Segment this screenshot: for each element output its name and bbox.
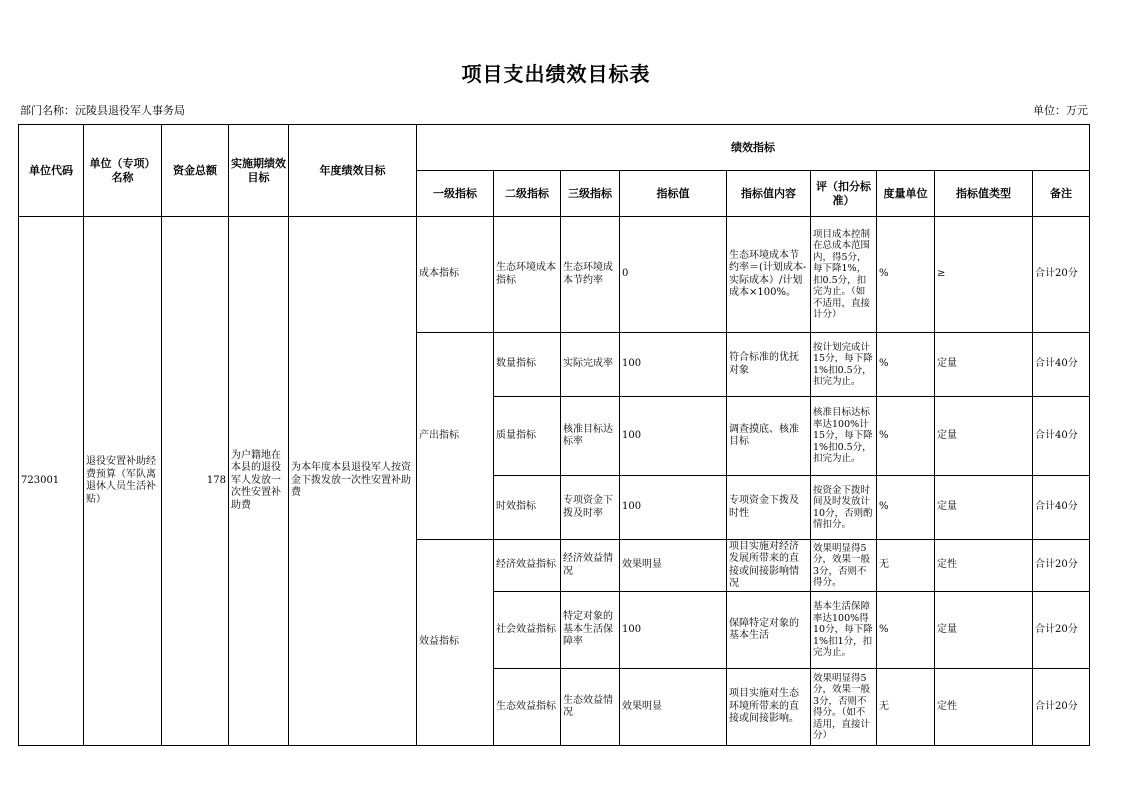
header-row-1 — [19, 125, 1090, 171]
department-name: 部门名称：沅陵县退役军人事务局 — [20, 104, 185, 117]
total-funds-cell: 178 — [162, 217, 229, 746]
level1-cell: 产出指标 — [417, 333, 494, 540]
value-cell: 效果明显 — [620, 540, 727, 592]
value-content-cell: 符合标准的优抚对象 — [727, 333, 811, 397]
unit-cell: % — [877, 397, 935, 476]
header-value: 指标值 — [620, 171, 727, 217]
level2-cell: 生态效益指标 — [494, 669, 561, 746]
value-cell: 100 — [620, 476, 727, 540]
value-content-cell: 项目实施对生态环境所带来的直接或间接影响。 — [727, 669, 811, 746]
note-cell: 合计20分 — [1033, 669, 1090, 746]
value-type-cell: 定性 — [935, 540, 1033, 592]
header-unit-code: 单位代码 — [19, 125, 84, 217]
unit-name-cell: 退役安置补助经费预算（军队离退休人员生活补贴） — [84, 217, 162, 746]
scoring-cell: 按资金下拨时间及时发放计10分，否则酌情扣分。 — [811, 476, 877, 540]
unit-cell: % — [877, 476, 935, 540]
scoring-cell: 效果明显得5分，效果一般3分，否则不得分。（如不适用，直接计分） — [811, 669, 877, 746]
header-note: 备注 — [1033, 171, 1090, 217]
header-impl-target: 实施期绩效目标 — [229, 125, 289, 217]
header-level2: 二级指标 — [494, 171, 561, 217]
header-perf-indicators: 绩效指标 — [417, 125, 1090, 171]
table-row — [19, 217, 1090, 333]
unit-code-cell: 723001 — [19, 217, 84, 746]
header-total-funds: 资金总额 — [162, 125, 229, 217]
value-content-cell: 保障特定对象的基本生活 — [727, 592, 811, 669]
unit-cell: % — [877, 217, 935, 333]
header-scoring: 评（扣分标准） — [811, 171, 877, 217]
scoring-cell: 效果明显得5分，效果一般3分，否则不得分。 — [811, 540, 877, 592]
value-type-cell: 定量 — [935, 592, 1033, 669]
value-content-cell: 调查摸底、核准目标 — [727, 397, 811, 476]
header-annual-target: 年度绩效目标 — [289, 125, 417, 217]
value-content-cell: 项目实施对经济发展所带来的直接或间接影响情况 — [727, 540, 811, 592]
value-cell: 100 — [620, 397, 727, 476]
value-type-cell: ≥ — [935, 217, 1033, 333]
unit-label: 单位：万元 — [1033, 104, 1088, 117]
value-cell: 效果明显 — [620, 669, 727, 746]
performance-target-table — [18, 124, 1090, 746]
value-type-cell: 定性 — [935, 669, 1033, 746]
level3-cell: 经济效益情况 — [561, 540, 620, 592]
value-cell: 100 — [620, 592, 727, 669]
header-value-type: 指标值类型 — [935, 171, 1033, 217]
scoring-cell: 核准目标达标率达100%计15分，每下降1%扣0.5分，扣完为止。 — [811, 397, 877, 476]
value-content-cell: 生态环境成本节约率＝(计划成本-实际成本）/计划成本×100%。 — [727, 217, 811, 333]
unit-cell: 无 — [877, 540, 935, 592]
level2-cell: 生态环境成本指标 — [494, 217, 561, 333]
note-cell: 合计40分 — [1033, 476, 1090, 540]
note-cell: 合计40分 — [1033, 333, 1090, 397]
header-value-content: 指标值内容 — [727, 171, 811, 217]
unit-cell: % — [877, 592, 935, 669]
unit-cell: 无 — [877, 669, 935, 746]
level3-cell: 专项资金下拨及时率 — [561, 476, 620, 540]
note-cell: 合计40分 — [1033, 397, 1090, 476]
value-cell: 0 — [620, 217, 727, 333]
note-cell: 合计20分 — [1033, 592, 1090, 669]
scoring-cell: 按计划完成计15分，每下降1%扣0.5分，扣完为止。 — [811, 333, 877, 397]
page-title: 项目支出绩效目标表 — [461, 62, 651, 86]
unit-cell: % — [877, 333, 935, 397]
value-type-cell: 定量 — [935, 333, 1033, 397]
level1-cell: 成本指标 — [417, 217, 494, 333]
header-unit-name: 单位（专项）名称 — [84, 125, 162, 217]
level2-cell: 质量指标 — [494, 397, 561, 476]
level3-cell: 核准目标达标率 — [561, 397, 620, 476]
header-unit: 度量单位 — [877, 171, 935, 217]
header-level3: 三级指标 — [561, 171, 620, 217]
annual-target-cell: 为本年度本县退役军人按资金下拨发放一次性安置补助费 — [289, 217, 417, 746]
level2-cell: 社会效益指标 — [494, 592, 561, 669]
level3-cell: 特定对象的基本生活保障率 — [561, 592, 620, 669]
value-type-cell: 定量 — [935, 397, 1033, 476]
level2-cell: 时效指标 — [494, 476, 561, 540]
note-cell: 合计20分 — [1033, 540, 1090, 592]
note-cell: 合计20分 — [1033, 217, 1090, 333]
scoring-cell: 项目成本控制在总成本范围内，得5分，每下降1%，扣0.5分，扣完为止。（如不适用，直接计分） — [811, 217, 877, 333]
value-cell: 100 — [620, 333, 727, 397]
value-type-cell: 定量 — [935, 476, 1033, 540]
level3-cell: 生态效益情况 — [561, 669, 620, 746]
level2-cell: 经济效益指标 — [494, 540, 561, 592]
impl-target-cell: 为户籍地在本县的退役军人发放一次性安置补助费 — [229, 217, 289, 746]
level3-cell: 生态环境成本节约率 — [561, 217, 620, 333]
level1-cell: 效益指标 — [417, 540, 494, 746]
level3-cell: 实际完成率 — [561, 333, 620, 397]
level2-cell: 数量指标 — [494, 333, 561, 397]
scoring-cell: 基本生活保障率达100%得10分，每下降1%扣1分，扣完为止。 — [811, 592, 877, 669]
value-content-cell: 专项资金下拨及时性 — [727, 476, 811, 540]
header-level1: 一级指标 — [417, 171, 494, 217]
